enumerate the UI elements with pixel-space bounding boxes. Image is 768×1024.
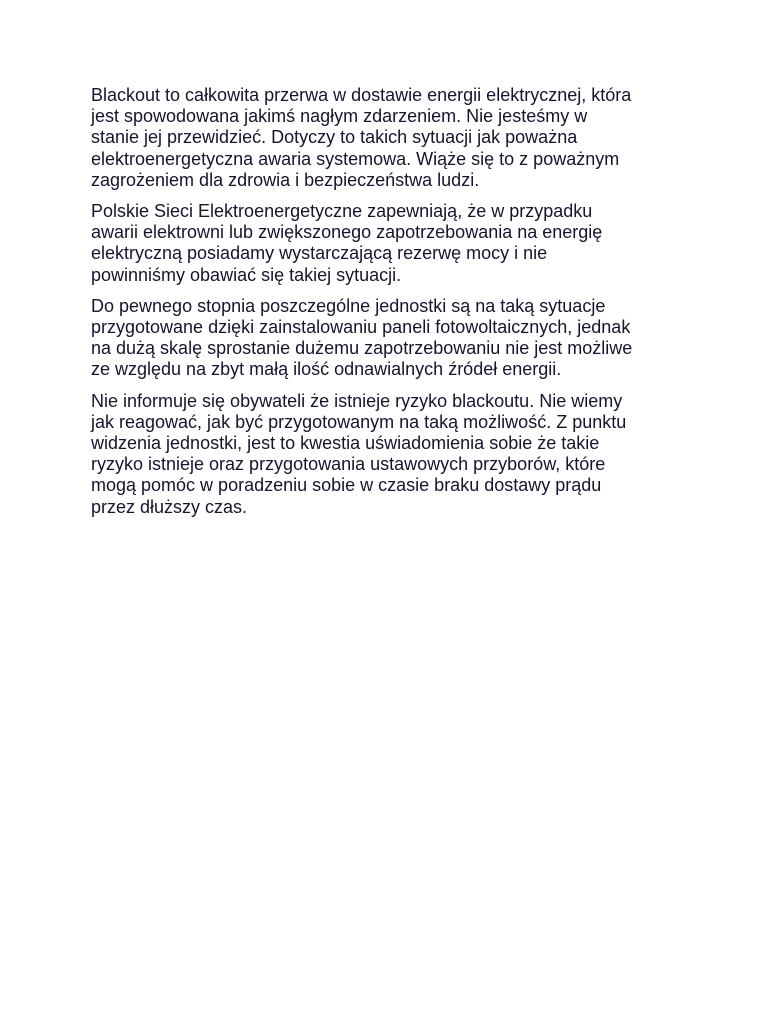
paragraph-4 xyxy=(91,391,691,518)
text-line: przygotowane dzięki zainstalowaniu paneli fotowoltaicznych, jednak xyxy=(91,317,631,338)
text-line: elektryczną posiadamy wystarczającą rezerwę mocy i nie xyxy=(91,243,548,264)
text-line: na dużą skalę sprostanie dużemu zapotrzebowaniu nie jest możliwe xyxy=(91,338,633,359)
text-line: jest spowodowana jakimś nagłym zdarzeniem. Nie jesteśmy w xyxy=(91,106,588,127)
text-line: widzenia jednostki, jest to kwestia uświadomienia sobie że takie xyxy=(91,433,600,454)
text-line: Nie informuje się obywateli że istnieje ryzyko blackoutu. Nie wiemy xyxy=(91,390,623,411)
text-line: Polskie Sieci Elektroenergetyczne zapewniają, że w przypadku xyxy=(91,201,593,222)
text-line: stanie jej przewidzieć. Dotyczy to takich sytuacji jak poważna xyxy=(91,127,578,148)
document-body xyxy=(91,85,691,528)
text-line: ze względu na zbyt małą ilość odnawialnych źródeł energii. xyxy=(91,359,562,380)
text-line: Do pewnego stopnia poszczególne jednostki są na taką sytuacje xyxy=(91,295,606,316)
text-line: zagrożeniem dla zdrowia i bezpieczeństwa ludzi. xyxy=(91,169,480,190)
text-line: elektroenergetyczna awaria systemowa. Wiąże się to z poważnym xyxy=(91,148,620,169)
paragraph-2 xyxy=(91,201,691,286)
text-line: awarii elektrowni lub zwiększonego zapotrzebowania na energię xyxy=(91,222,603,243)
paragraph-1 xyxy=(91,85,691,191)
paragraph-3 xyxy=(91,296,691,381)
text-line: mogą pomóc w poradzeniu sobie w czasie braku dostawy prądu xyxy=(91,475,602,496)
text-line: ryzyko istnieje oraz przygotowania ustawowych przyborów, które xyxy=(91,454,606,475)
text-line: powinniśmy obawiać się takiej sytuacji. xyxy=(91,264,402,285)
text-line: przez dłuższy czas. xyxy=(91,496,248,517)
text-line: Blackout to całkowita przerwa w dostawie energii elektrycznej, która xyxy=(91,85,632,105)
text-line: jak reagować, jak być przygotowanym na taką możliwość. Z punktu xyxy=(91,411,627,432)
